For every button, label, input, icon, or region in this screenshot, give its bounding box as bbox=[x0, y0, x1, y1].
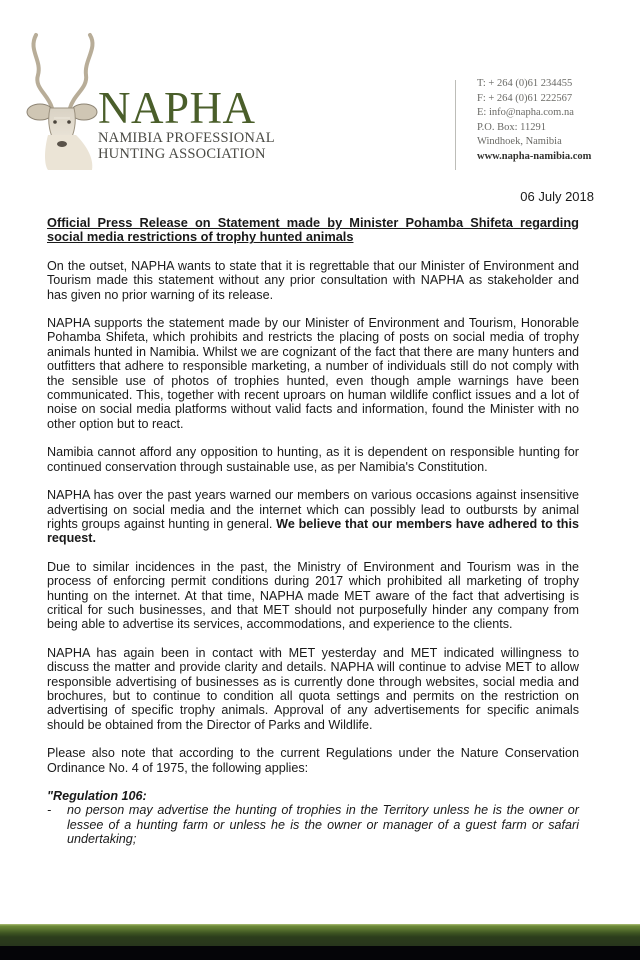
footer-black-strip bbox=[0, 946, 640, 960]
contact-po-box: P.O. Box: 11291 bbox=[477, 121, 547, 133]
contact-city: Windhoek, Namibia bbox=[477, 136, 562, 147]
contact-fax: F: + 264 (0)61 222567 bbox=[477, 92, 573, 104]
brand-subtitle-line2: HUNTING ASSOCIATION bbox=[98, 146, 266, 162]
paragraph-1: On the outset, NAPHA wants to state that it is regrettable that our Minister of Environment and Tourism made this statement without any prior consultation with NAPHA as stakeholder and has given no prior warning of its release. bbox=[47, 258, 579, 302]
kudu-head-icon bbox=[14, 30, 100, 170]
brand-subtitle bbox=[98, 130, 275, 162]
paragraph-6: NAPHA has again been in contact with MET yesterday and MET indicated willingness to discuss the matter and provide clarity and details. NAPHA will continue to advise MET to allow responsible advertising of businesses as is currently done through websites, social media and brochures, but to continue to condition all quota settings and permits on the restriction on advertising of specific trophy animals. Approval of any advertisements for specific animals should be obtained from the Director of Parks and Wildlife. bbox=[47, 645, 579, 732]
brand-subtitle-line1: NAMIBIA PROFESSIONAL bbox=[98, 130, 275, 146]
press-release-title: Official Press Release on Statement made by Minister Pohamba Shifeta regarding social media restrictions of trophy hunted animals bbox=[47, 215, 579, 245]
document-date: 06 July 2018 bbox=[520, 189, 594, 204]
paragraph-3: Namibia cannot afford any opposition to hunting, as it is dependent on responsible hunting for continued conservation through sustainable use, as per Namibia's Constitution. bbox=[47, 445, 579, 474]
regulation-item bbox=[47, 803, 579, 846]
brand-name: NAPHA bbox=[98, 83, 256, 133]
contact-phone: T: + 264 (0)61 234455 bbox=[477, 78, 573, 89]
paragraph-4 bbox=[47, 488, 579, 546]
paragraph-4-text: NAPHA has over the past years warned our members on various occasions against insensitive advertising on social media and the internet which can possibly lead to outbursts by animal rights groups against hunting in general. bbox=[47, 488, 579, 531]
document-body bbox=[47, 216, 579, 847]
paragraph-5: Due to similar incidences in the past, the Ministry of Environment and Tourism was in the process of enforcing permit conditions during 2017 which prohibited all marketing of trophy hunting on the internet. At that time, NAPHA made MET aware of the fact that advertising is critical for such businesses, and that MET should not purposefully hinder any company from being able to advertise its services, accommodations, and experience to the clients. bbox=[47, 559, 579, 632]
paragraph-2: NAPHA supports the statement made by our Minister of Environment and Tourism, Honorable Pohamba Shifeta, which prohibits and restricts the placing of posts on social media of trophy animals hunted in Namibia. Whilst we are cognizant of the fact that there are many hunters and outfitters that adhere to responsible marketing, a number of individuals still do not comply with the sensible use of photos of trophies hunted, even though ample warnings have been communicated. This, together with recent uproars on human wildlife conflict issues and a lot of noise on social media platforms without valid facts and information, found the Minister with no other option but to react. bbox=[47, 316, 579, 431]
paragraph-7: Please also note that according to the current Regulations under the Nature Conservation Ordinance No. 4 of 1975, the following applies: bbox=[47, 746, 579, 775]
contact-website-link[interactable]: www.napha-namibia.com bbox=[477, 150, 592, 162]
contact-email[interactable]: E: info@napha.com.na bbox=[477, 107, 574, 118]
contact-block bbox=[477, 77, 591, 164]
bullet-dash-icon: - bbox=[47, 803, 52, 818]
regulation-item-text: no person may advertise the hunting of trophies in the Territory unless he is the owner or lessee of a hunting farm or unless he is the owner or manager of a guest farm or safari undertaking; bbox=[67, 803, 579, 847]
regulation-title: "Regulation 106: bbox=[47, 789, 147, 803]
header-divider bbox=[455, 80, 456, 170]
footer-green-bar bbox=[0, 924, 640, 946]
paragraph-4-bold-statement: We believe that our members have adhered to this request. bbox=[47, 516, 579, 546]
